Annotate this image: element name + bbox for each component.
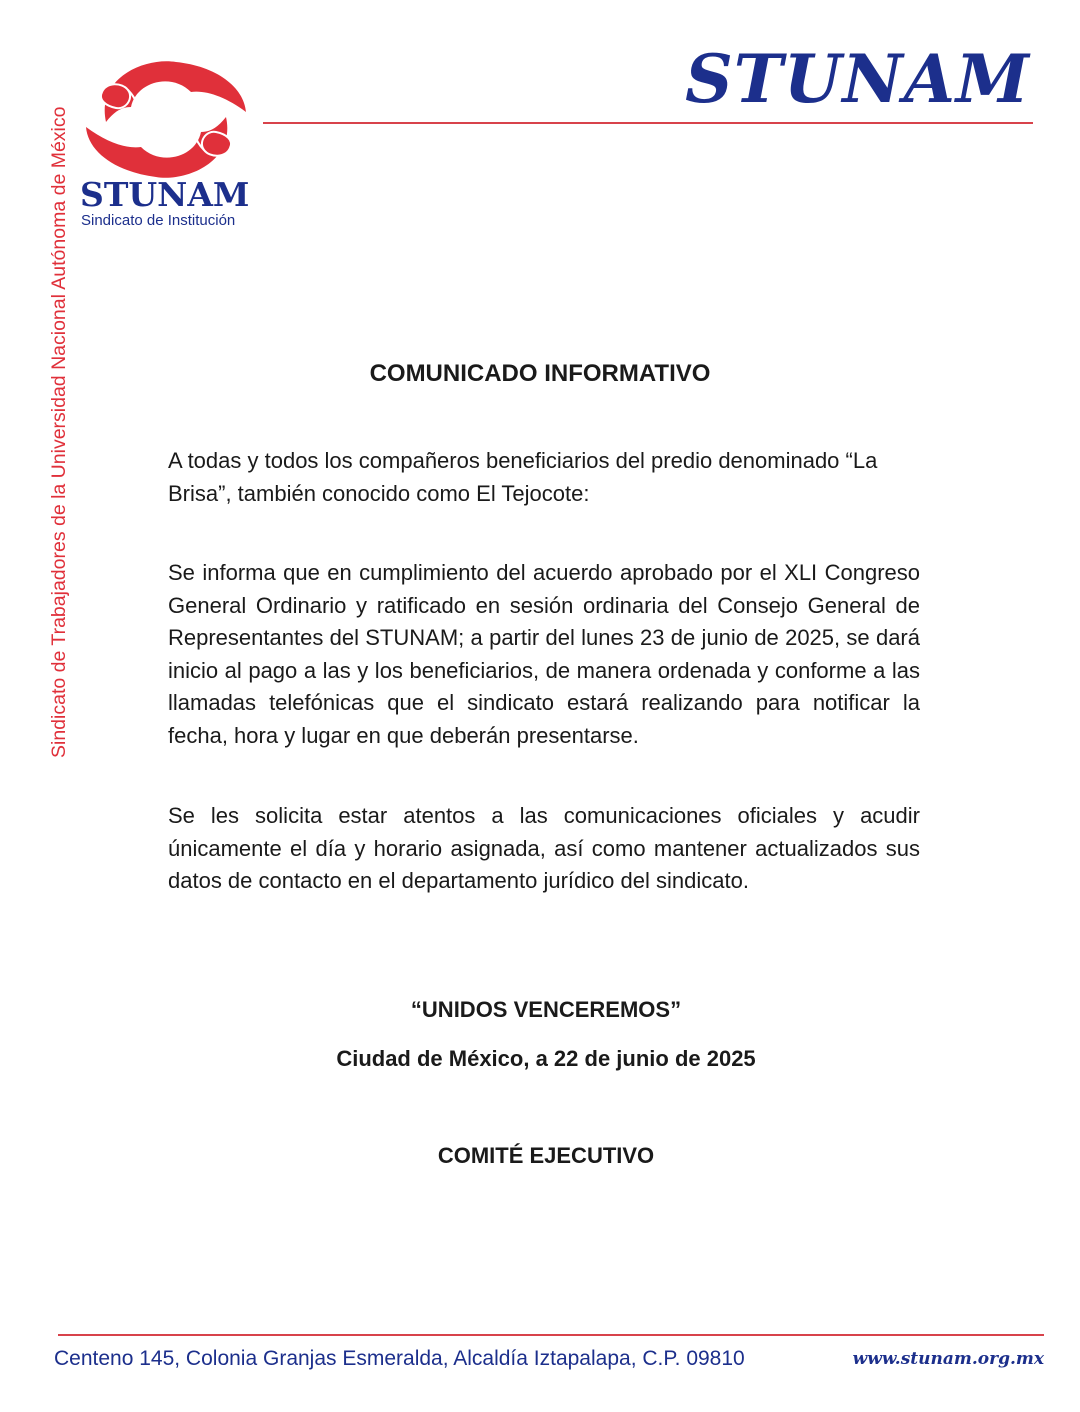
logo-subtitle: Sindicato de Institución — [81, 212, 236, 229]
header-divider — [263, 122, 1033, 124]
signature-committee: COMITÉ EJECUTIVO — [437, 1143, 655, 1168]
vertical-union-name: Sindicato de Trabajadores de la Universidad Nacional Autónoma de México — [48, 106, 70, 758]
dateline: Ciudad de México, a 22 de junio de 2025 — [336, 1046, 756, 1071]
greeting-paragraph: A todas y todos los compañeros beneficiarios del predio denominado “La Brisa”, también conocido como El Tejocote: — [168, 448, 878, 506]
footer-address: Centeno 145, Colonia Granjas Esmeralda, Alcaldía Iztapalapa, C.P. 09810 — [54, 1347, 745, 1370]
brand-title: STUNAM — [685, 40, 1030, 118]
document-heading: COMUNICADO INFORMATIVO — [369, 360, 711, 387]
footer-divider — [58, 1334, 1044, 1336]
body-paragraph-2: Se les solicita estar atentos a las comunicaciones oficiales y acudir únicamente el día y horario asignada, así como mantener actualizados sus datos de contacto en el departamento jurídico del sindicato. — [168, 803, 920, 893]
footer-website-link[interactable]: www.stunam.org.mx — [852, 1349, 1044, 1369]
motto: “UNIDOS VENCEREMOS” — [410, 997, 682, 1022]
stunam-logo-icon — [76, 52, 256, 187]
body-paragraph-1: Se informa que en cumplimiento del acuerdo aprobado por el XLI Congreso General Ordinario y ratificado en sesión ordinaria del Consejo General de Representantes del STUNAM; a partir del lunes 23 de junio de 2025, se dará inicio al pago a las y los beneficiarios, de manera ordenada y conforme a las llamadas telefónicas que el sindicato estará realizando para notificar la fecha, hora y lugar en que deberán presentarse. — [168, 560, 920, 748]
logo-wordmark: STUNAM — [80, 175, 250, 214]
